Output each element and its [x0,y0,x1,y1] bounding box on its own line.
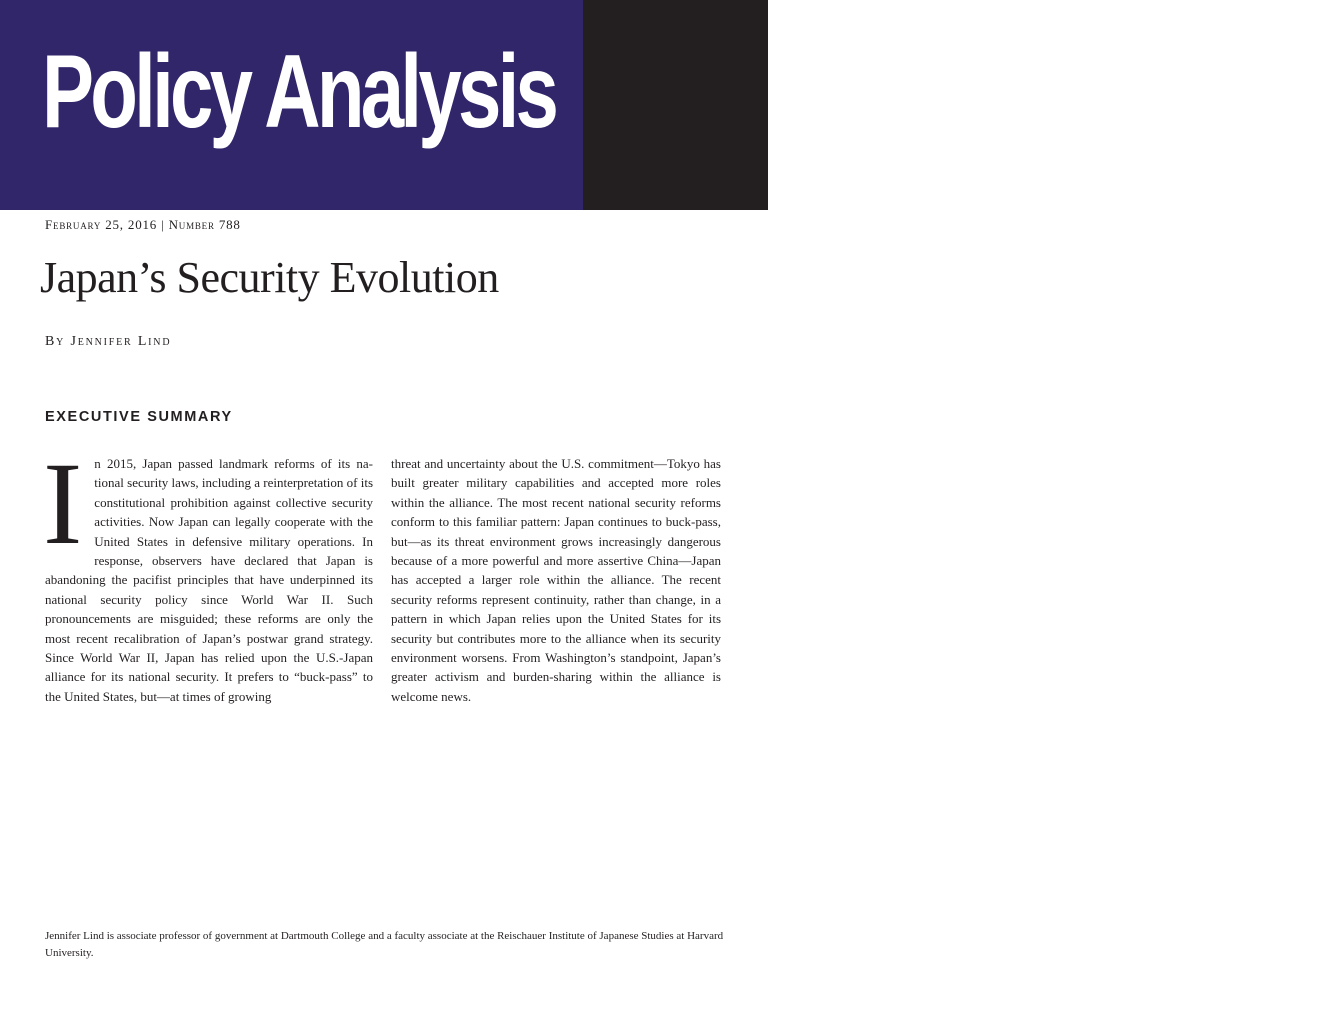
drop-cap: I [43,438,83,569]
series-title-panel [0,0,583,210]
publication-date-number: February 25, 2016 | Number 788 [45,217,241,232]
author-byline: By Jennifer Lind [45,334,172,349]
summary-column-left [43,438,373,914]
publisher-logo-subtitle: INSTITUTE [1187,125,1326,156]
summary-text-left: n 2015, Japan passed landmark reforms of its national security laws, including a reinterpretation of its constitutional prohibition against collective security activities. Now Japan can legally cooperate with the United States in defensive military operations. In response, observers have declared that Japan is abandoning the pacifist principles that have underpinned its national security policy since World War II. Such pronouncements are misguided; these reforms are only the most recent recalibration of Japan’s postwar grand strategy. Since World War II, Japan has relied upon the U.S.-Japan alliance for its national security. It prefers to “buck-pass” to the United States, but—at times of growing [45,456,373,704]
publisher-logo-wordmark: CATO [1184,59,1338,130]
author-bio-footnote: Jennifer Lind is associate professor of government at Dartmouth College and a faculty associate at the Reischauer Institute of Japanese Studies at Harvard University. [45,930,724,959]
series-title: Policy Analysis [42,34,556,150]
section-heading: EXECUTIVE SUMMARY [45,409,233,425]
publisher-logo-panel [583,0,1338,210]
document-title: Japan’s Security Evolution [40,253,499,302]
header-banner [0,0,1338,210]
summary-column-right [391,454,721,914]
summary-text-right: threat and uncertainty about the U.S. commitment—Tokyo has built greater military capabilities and accepted more roles within the alliance. The most recent national security reforms conform to this familiar pattern: Japan continues to buck-pass, but—as its threat environment grows increasingly dangerous because of a more powerful and more assertive China—Japan has accepted a larger role within the alliance. The recent security reforms represent continuity, rather than change, in a pattern in which Japan relies upon the United States for its security but contributes more to the alliance when its security environment worsens. From Washington’s standpoint, Japan’s greater activism and burden-sharing within the alliance is welcome news. [391,456,721,704]
